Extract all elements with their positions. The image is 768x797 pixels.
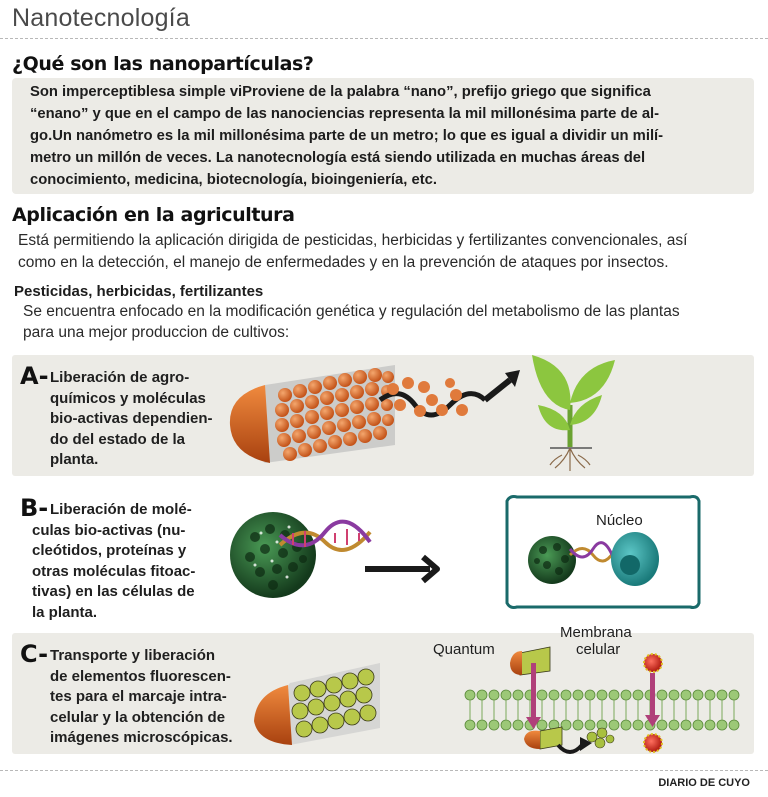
- source-credit: DIARIO DE CUYO: [658, 777, 750, 789]
- panel-c-letter: C-: [20, 640, 49, 668]
- panel-b-line: Liberación de molé-: [50, 501, 192, 518]
- arrow-right-icon: [365, 557, 437, 581]
- definition-text: [30, 81, 742, 191]
- released-particles-icon: [387, 377, 468, 417]
- subheading-pesticides: Pesticidas, herbicidas, fertilizantes: [14, 283, 264, 300]
- panel-c-line: de elementos fluorescen-: [50, 667, 231, 685]
- panel-c-line: tes para el marcaje intra-: [50, 688, 227, 705]
- panel-b-line: tivas) en las células de: [32, 583, 195, 600]
- quantum-capsule-icon: [510, 647, 550, 675]
- intro-line: Está permitiendo la aplicación dirigida de pesticidas, herbicidas y fertilizantes convencionales, así: [18, 232, 688, 249]
- sub-line: Se encuentra enfocado en la modificación genética y regulación del metabolismo de las plantas: [23, 303, 680, 320]
- panel-a-letter: A-: [20, 362, 49, 390]
- cell-membrane-icon: [465, 690, 739, 730]
- footer-divider: [0, 770, 768, 771]
- membrane-label-line: celular: [576, 641, 621, 658]
- panel-b-line: culas bio-activas (nu-: [32, 521, 186, 539]
- panel-a-line: químicos y moléculas: [50, 389, 206, 407]
- panel-b-letter: B-: [20, 494, 49, 522]
- page-title: Nanotecnología: [12, 4, 190, 32]
- nano-capsule-icon: [230, 365, 395, 463]
- panel-c-illustration: [240, 633, 754, 754]
- panel-c-text: [50, 646, 265, 749]
- agriculture-intro: [18, 230, 753, 274]
- nucleus-label: Núcleo: [596, 512, 643, 529]
- panel-a-line: bio-activas dependien-: [50, 410, 213, 427]
- panel-b-line: cleótidos, proteínas y: [32, 542, 187, 559]
- definition-line: conocimiento, medicina, biotecnología, bioingeniería, etc.: [30, 172, 437, 188]
- nanoparticle-cluster-icon: [230, 512, 316, 598]
- fluorescent-capsule-icon: [254, 663, 380, 745]
- panel-c-line: imágenes microscópicas.: [50, 729, 233, 746]
- released-capsule-icon: [524, 727, 614, 752]
- intro-line: como en la detección, el manejo de enfermedades y en la prevención de ataques por insectos.: [18, 254, 669, 271]
- definition-line: go.Un nanómetro es la mil millonésima parte de un metro; lo que es igual a dividir un milí-: [30, 128, 664, 144]
- definition-line: metro un millón de veces. La nanotecnología está siendo utilizada en muchas áreas del: [30, 150, 646, 166]
- panel-b-line: la planta.: [32, 603, 98, 621]
- panel-a-text: [50, 368, 230, 471]
- sub-line: para una mejor produccion de cultivos:: [23, 324, 290, 341]
- definition-line: “enano” y que en el campo de las nanociencias representa la mil millonésima parte de al-: [30, 106, 660, 122]
- panel-b-illustration: [225, 487, 755, 621]
- panel-c-line: celular y la obtención de: [50, 708, 226, 726]
- title-divider: [0, 38, 768, 39]
- panel-a-line: Liberación de agro-: [50, 369, 190, 386]
- panel-c-line: Transporte y liberación: [50, 647, 216, 664]
- panel-a-line: planta.: [50, 451, 99, 468]
- panel-b-line: otras moléculas fitoac-: [32, 562, 196, 580]
- section-heading-nanoparticles: ¿Qué son las nanopartículas?: [12, 53, 314, 75]
- definition-line: Son imperceptiblesa simple viProviene de la palabra “nano”, prefijo griego que significa: [30, 84, 651, 100]
- panel-b-text: [32, 500, 232, 623]
- quantum-label: Quantum: [433, 641, 495, 658]
- subheading-text: [23, 301, 753, 343]
- panel-a-line: do del estado de la: [50, 430, 186, 448]
- membrane-label-line: Membrana: [560, 624, 632, 641]
- panel-a-illustration: [210, 355, 754, 476]
- plant-icon: [532, 355, 615, 471]
- section-heading-agriculture: Aplicación en la agricultura: [12, 204, 295, 226]
